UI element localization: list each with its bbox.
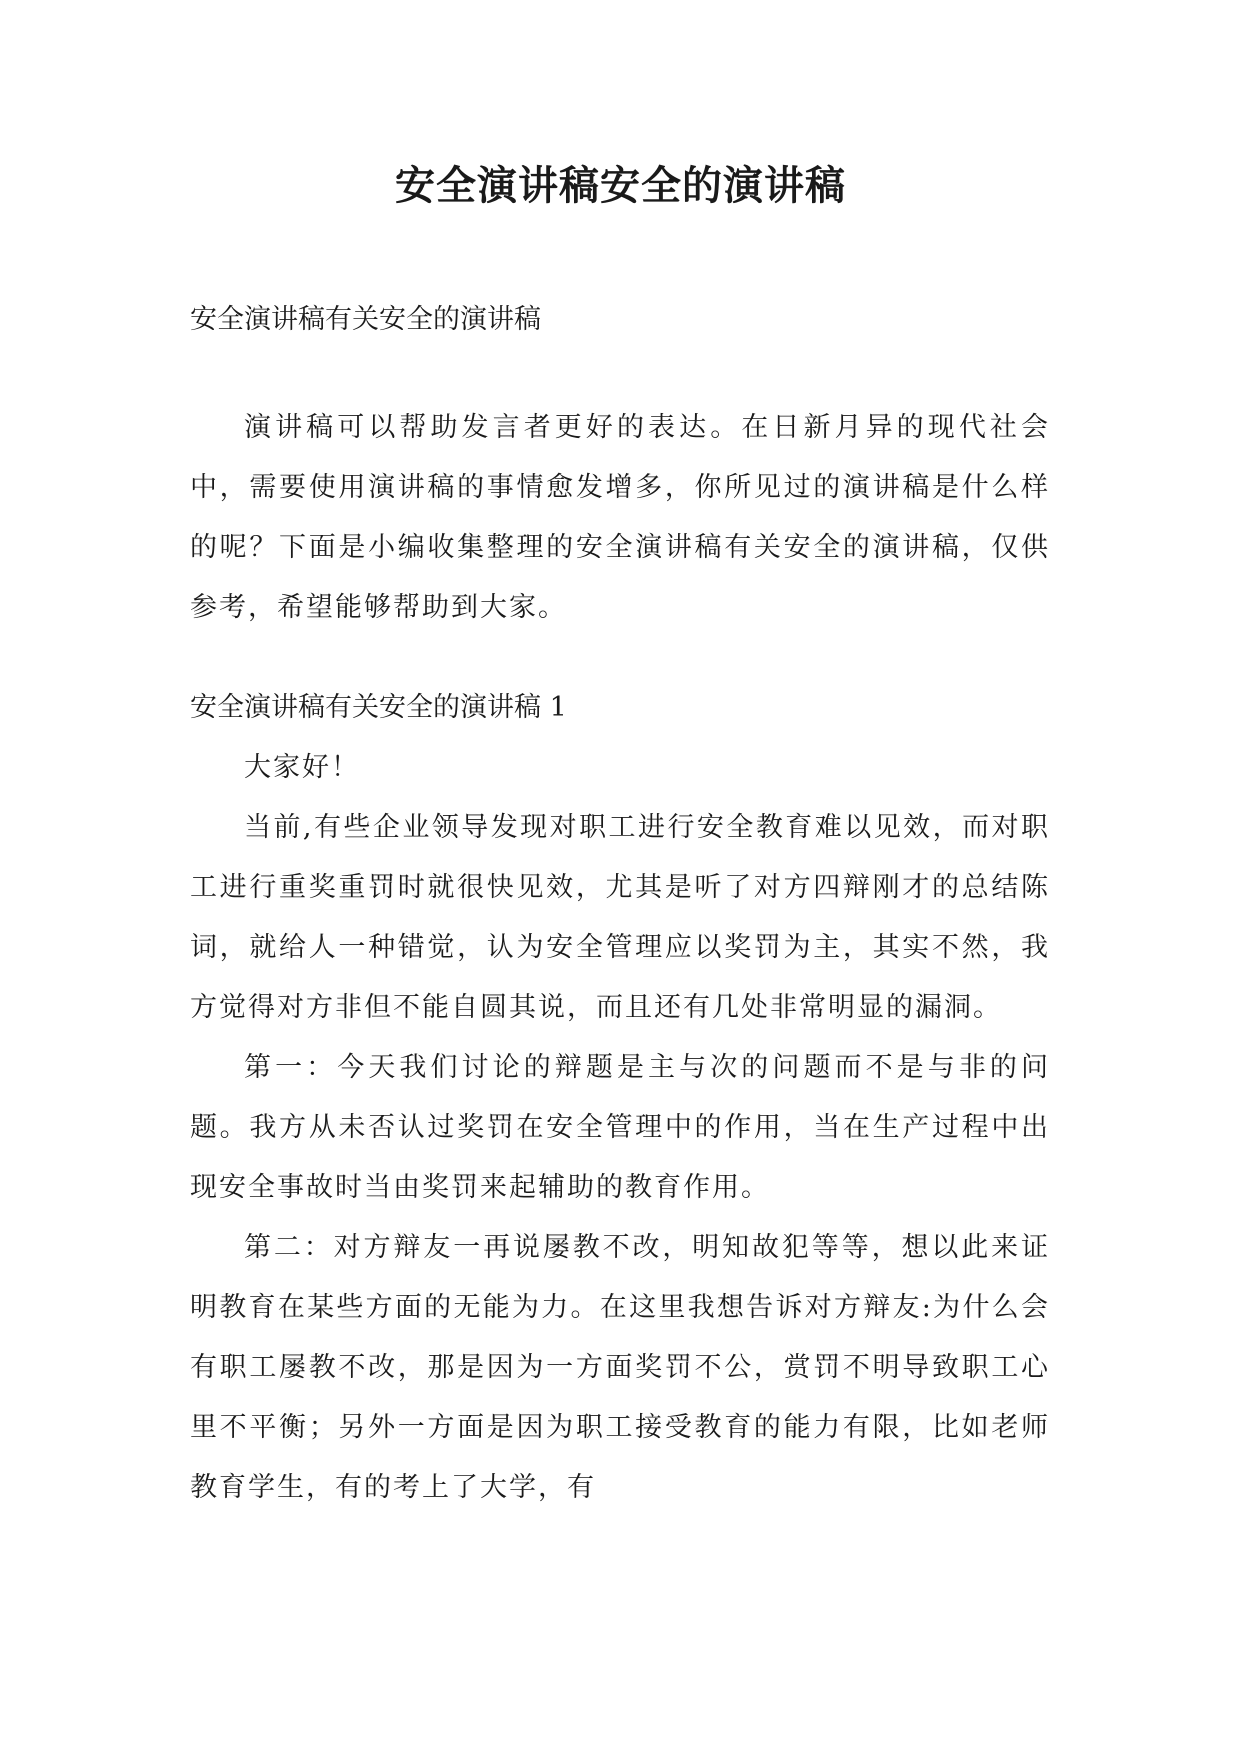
section-heading: 安全演讲稿有关安全的演讲稿 1 [190,692,567,723]
body-paragraph-3: 第二：对方辩友一再说屡教不改，明知故犯等等，想以此来证明教育在某些方面的无能为力。在这里我想告诉对方辩友:为什么会有职工屡教不改，那是因为一方面奖罚不公，赏罚不明导致职工心里不平衡；另外一方面是因为职工接受教育的能力有限，比如老师教育学生，有的考上了大学，有 [190,1232,1050,1503]
spacer [190,638,1050,678]
greeting-paragraph: 大家好！ [244,752,360,783]
document-subtitle: 安全演讲稿有关安全的演讲稿 [190,304,541,335]
body-paragraph-1: 当前,有些企业领导发现对职工进行安全教育难以见效，而对职工进行重奖重罚时就很快见效，尤其是听了对方四辩刚才的总结陈词，就给人一种错觉，认为安全管理应以奖罚为主，其实不然，我方觉得对方非但不能自圆其说，而且还有几处非常明显的漏洞。 [190,812,1050,1023]
body-paragraph-2: 第一：今天我们讨论的辩题是主与次的问题而不是与非的问题。我方从未否认过奖罚在安全管理中的作用，当在生产过程中出现安全事故时当由奖罚来起辅助的教育作用。 [190,1052,1050,1203]
intro-paragraph: 演讲稿可以帮助发言者更好的表达。在日新月异的现代社会中，需要使用演讲稿的事情愈发增多，你所见过的演讲稿是什么样的呢？下面是小编收集整理的安全演讲稿有关安全的演讲稿，仅供参考，希望能够帮助到大家。 [190,412,1050,623]
spacer [190,350,1050,398]
document-body [190,290,1050,1518]
document-title: 安全演讲稿安全的演讲稿 [395,162,846,209]
